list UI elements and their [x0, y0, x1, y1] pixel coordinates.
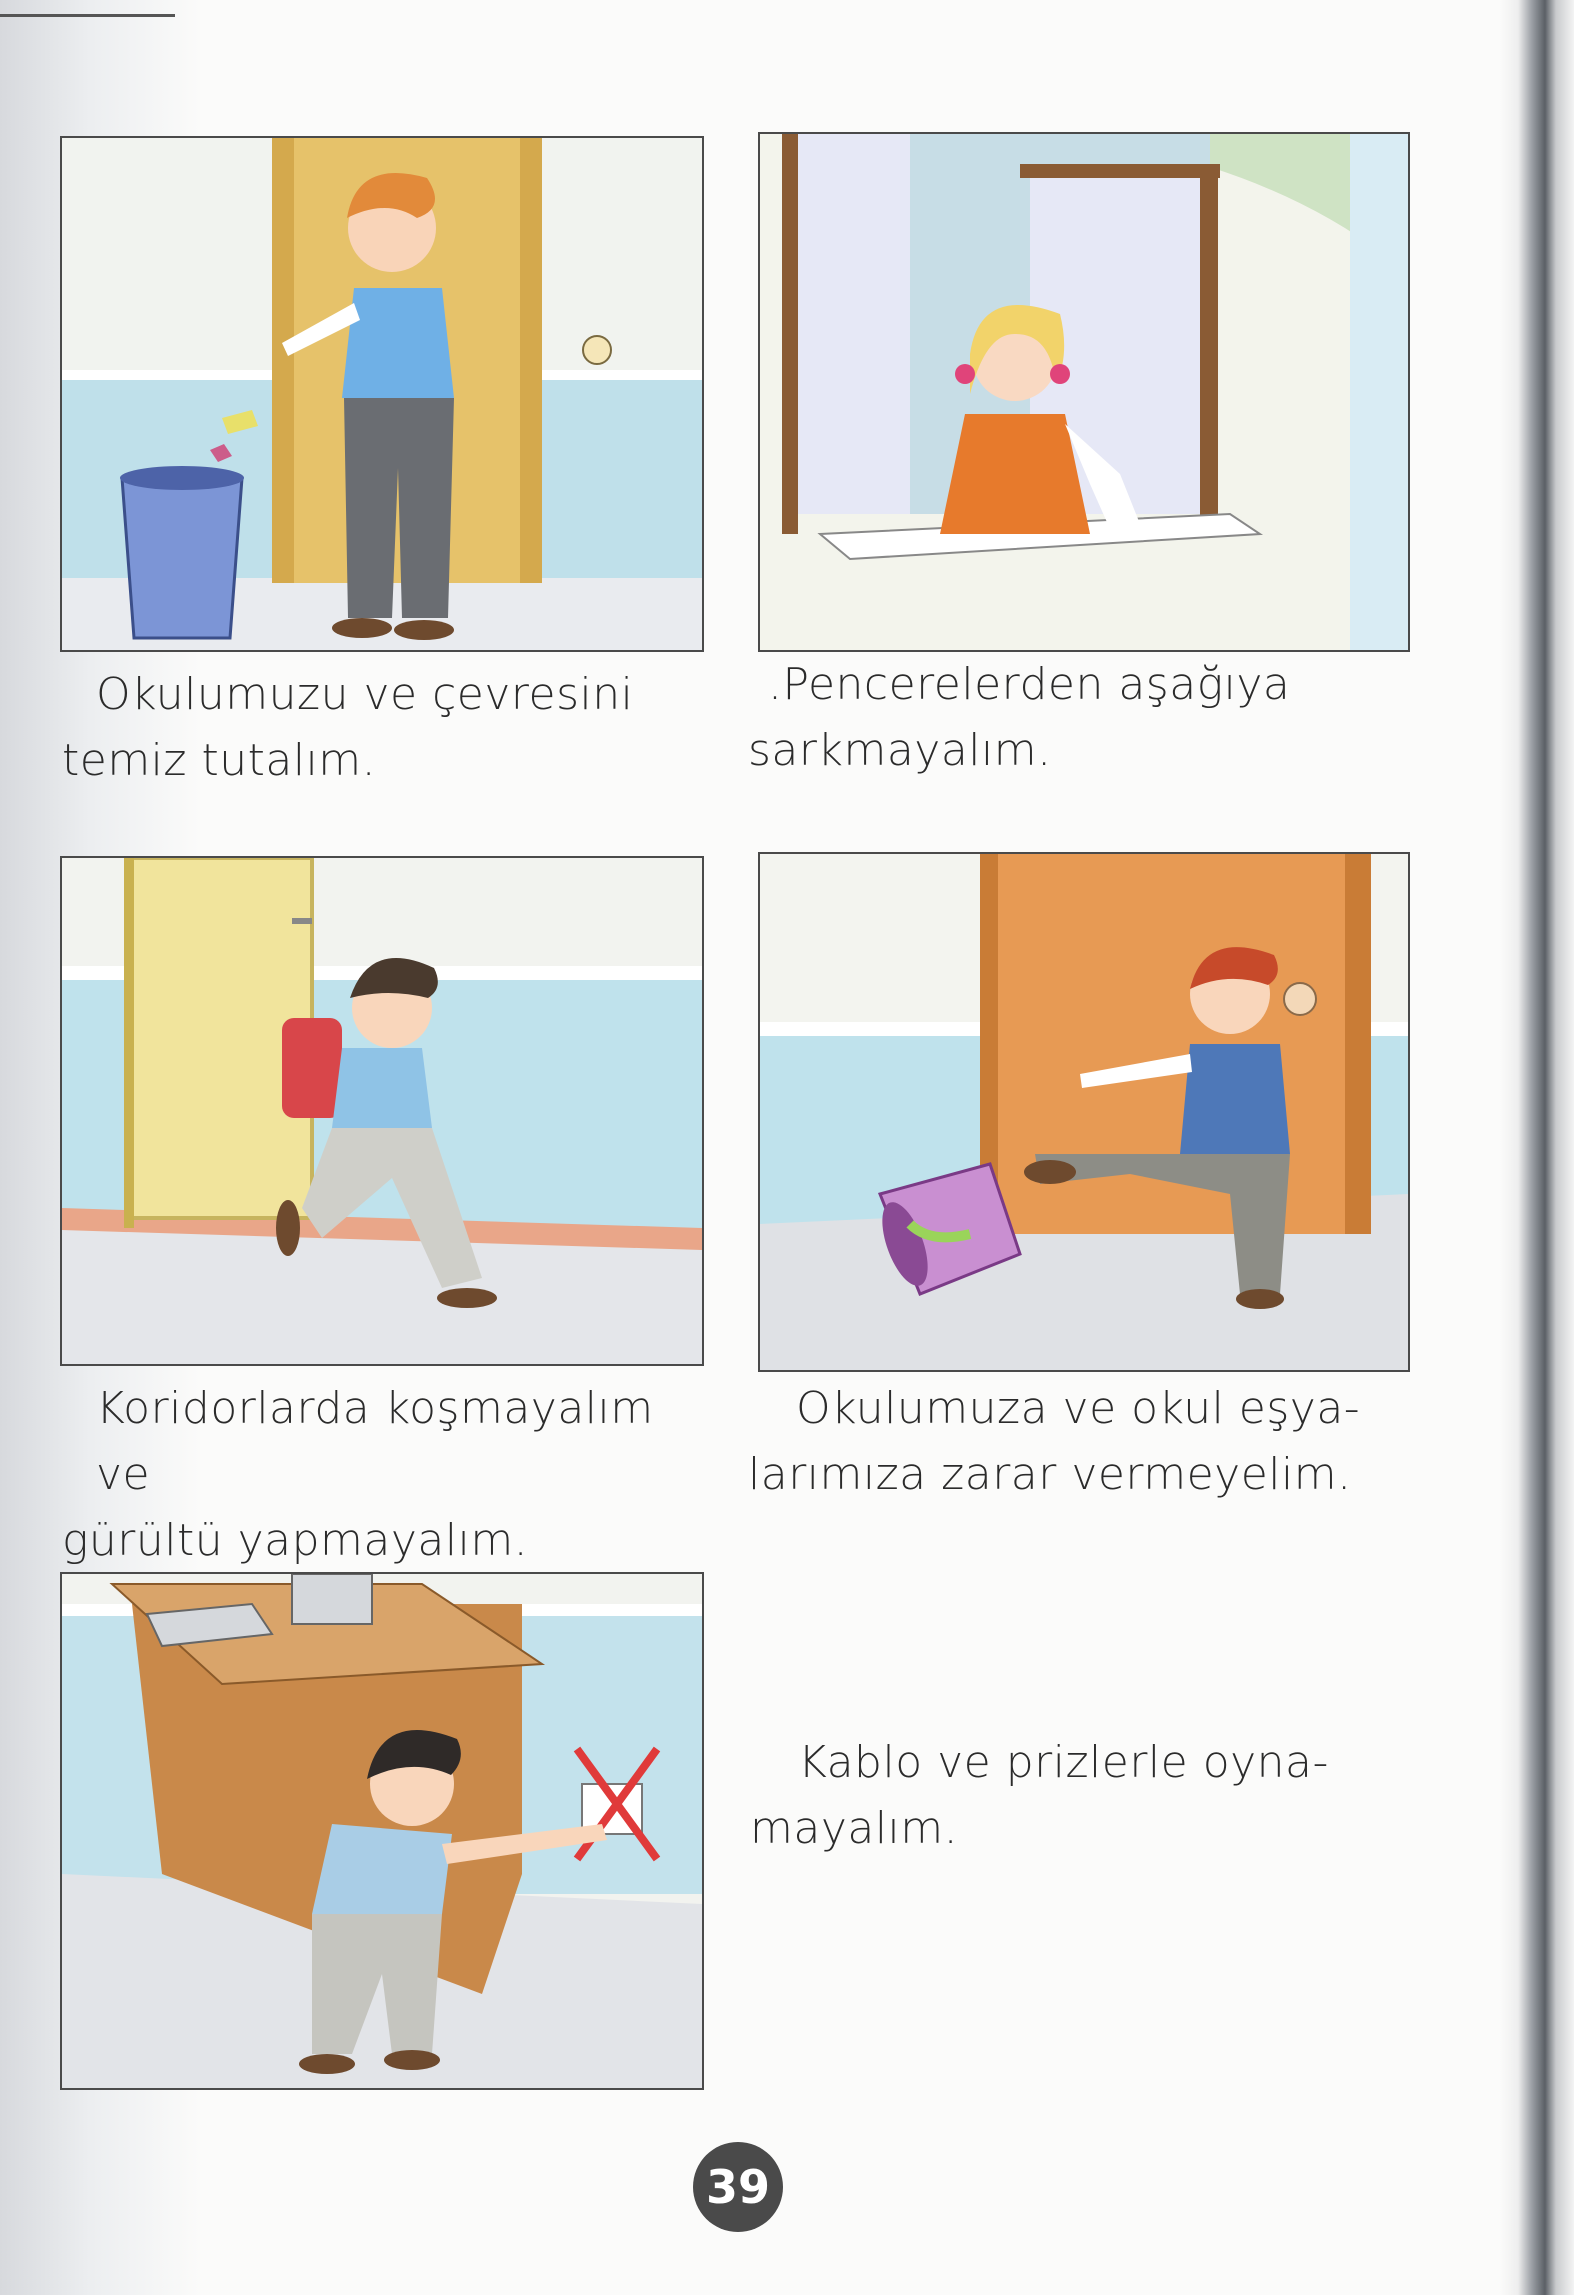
caption-line: Koridorlarda koşmayalım ve	[96, 1383, 654, 1500]
page-number-badge: 39	[693, 2142, 783, 2232]
caption-line: .Pencerelerden aşağıya	[768, 659, 1291, 710]
caption-line: mayalım.	[750, 1803, 959, 1854]
caption-line: sarkmayalım.	[748, 725, 1052, 776]
caption-socket	[750, 1730, 1390, 1862]
illustration-property	[758, 852, 1410, 1372]
illustration-litter-bin	[60, 136, 704, 652]
caption-line: larımıza zarar vermeyelim.	[748, 1449, 1352, 1500]
caption-line: temiz tutalım.	[62, 735, 377, 786]
illustration-window	[758, 132, 1410, 652]
caption-line: Kablo ve prizlerle oyna-	[798, 1737, 1329, 1788]
caption-corridor	[62, 1376, 702, 1574]
caption-line: Okulumuzu ve çevresini	[96, 669, 634, 720]
caption-line: Okulumuza ve okul eşya-	[796, 1383, 1361, 1434]
illustration-corridor	[60, 856, 704, 1366]
boy-touching-socket-icon	[62, 1574, 702, 2088]
boy-throwing-trash-icon	[62, 138, 702, 650]
girl-leaning-window-icon	[760, 134, 1408, 650]
caption-line: gürültü yapmayalım.	[62, 1515, 529, 1566]
caption-property	[748, 1376, 1408, 1508]
caption-keep-clean	[62, 662, 682, 794]
boy-running-icon	[62, 858, 702, 1364]
boy-kicking-bin-icon	[760, 854, 1408, 1370]
page-edge-line	[0, 14, 175, 17]
illustration-socket	[60, 1572, 704, 2090]
caption-window	[748, 652, 1388, 784]
